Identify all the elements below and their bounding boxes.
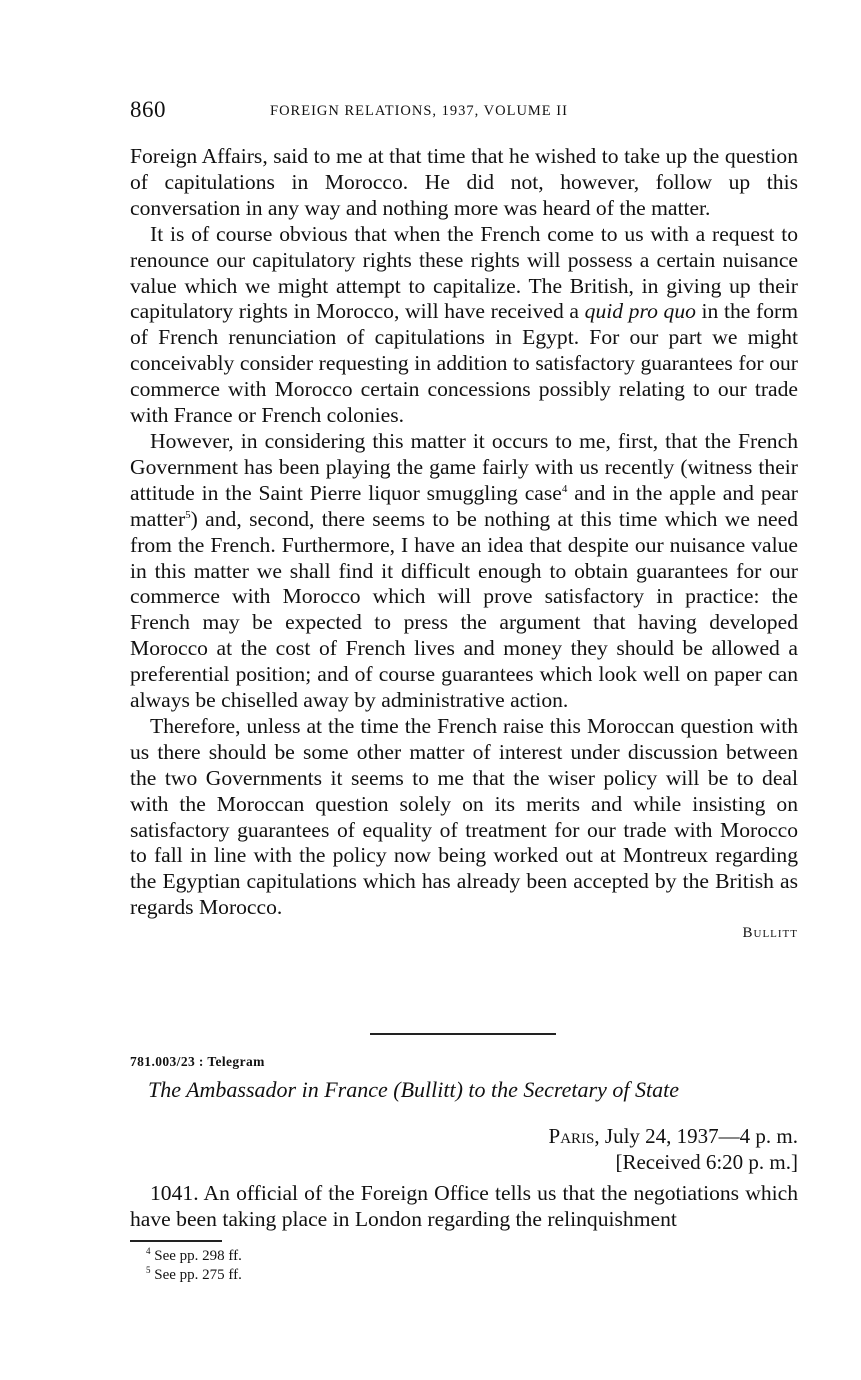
section-divider [370,1033,556,1035]
body-text [130,144,798,944]
dateline [549,1123,798,1175]
footnote-divider [130,1240,222,1242]
paragraph-4: Therefore, unless at the time the French raise this Moroccan question with us there should be some other matter of interest under discussion between the two Governments it seems to me that the wiser policy will be to deal with the Moroccan question solely on its merits and while insisting on satisfactory guarantees of equality of treatment for our trade with Morocco to fall in line with the policy now being worked out at Montreux regarding the Egyptian capitulations which has already been accepted by the British as regards Morocco. [130,713,798,920]
paragraph-2-text-a: It is of course obvious that when the French come to us with a request to renounce our capitulatory rights these rights will possess a certain nuisance value which we might attempt to capitalize. The British, in giving up their capitulatory rights in Morocco, will have received a [130,221,798,324]
latin-phrase: quid pro quo [584,299,696,324]
dateline-received: [Received 6:20 p. m.] [615,1150,798,1174]
telegram-text [130,1180,798,1232]
footnote-ref-4[interactable]: 4 [561,482,568,495]
footnote-5 [146,1266,242,1285]
page-number: 860 [130,97,166,122]
running-head: FOREIGN RELATIONS, 1937, VOLUME II [270,103,568,119]
dateline-place: Paris [548,1124,595,1148]
paragraph-2 [130,222,798,429]
paragraph-1: Foreign Affairs, said to me at that time that he wished to take up the question of capitulations in Morocco. He did not, however, follow up this conversation in any way and nothing more was heard of the matter. [130,144,798,220]
dateline-sent [549,1123,798,1149]
paragraph-3 [130,429,798,714]
paragraph-3-text-a: However, in considering this matter it occurs to me, first, that the French Government has been playing the game fairly with us recently (witness their attitude in the Saint Pierre liquor smuggling case [130,428,798,505]
document-title: The Ambassador in France (Bullitt) to the Secretary of State [148,1077,679,1102]
footnotes [146,1247,242,1285]
telegram-paragraph: 1041. An official of the Foreign Office tells us that the negotiations which have been taking place in London regarding the relinquishment [130,1181,798,1231]
dateline-date: , July 24, 1937—4 p. m. [594,1124,798,1148]
footnote-ref-5[interactable]: 5 [185,508,191,521]
page-header [130,97,798,129]
signature: Bullitt [742,925,798,942]
footnote-mark: 4 [146,1246,151,1256]
footnote-text: See pp. 298 ff. [154,1248,242,1264]
paragraph-3-text-b: and in the apple and pear matter [130,480,798,531]
file-reference: 781.003/23 : Telegram [130,1054,265,1069]
footnote-mark: 5 [146,1265,151,1275]
paragraph-2-text-b: in the form of French renunciation of capitulations in Egypt. For our part we might conceivably consider requesting in addition to satisfactory guarantees for our commerce with Morocco certain concessions possibly relating to our trade with France or French colonies. [130,299,798,428]
paragraph-3-text-c: ) and, second, there seems to be nothing at this time which we need from the French. Furthermore, I have an idea that despite our nuisance value in this matter we shall find it difficult enough to obtain guarantees for our commerce with Morocco which will prove satisfactory in practice: the French may be expected to press the argument that having developed Morocco at the cost of French lives and money they should be allowed a preferential position; and of course guarantees which look well on paper can always be chiselled away by administrative action. [130,506,798,713]
footnote-4 [146,1247,242,1266]
footnote-text: See pp. 275 ff. [154,1267,242,1283]
